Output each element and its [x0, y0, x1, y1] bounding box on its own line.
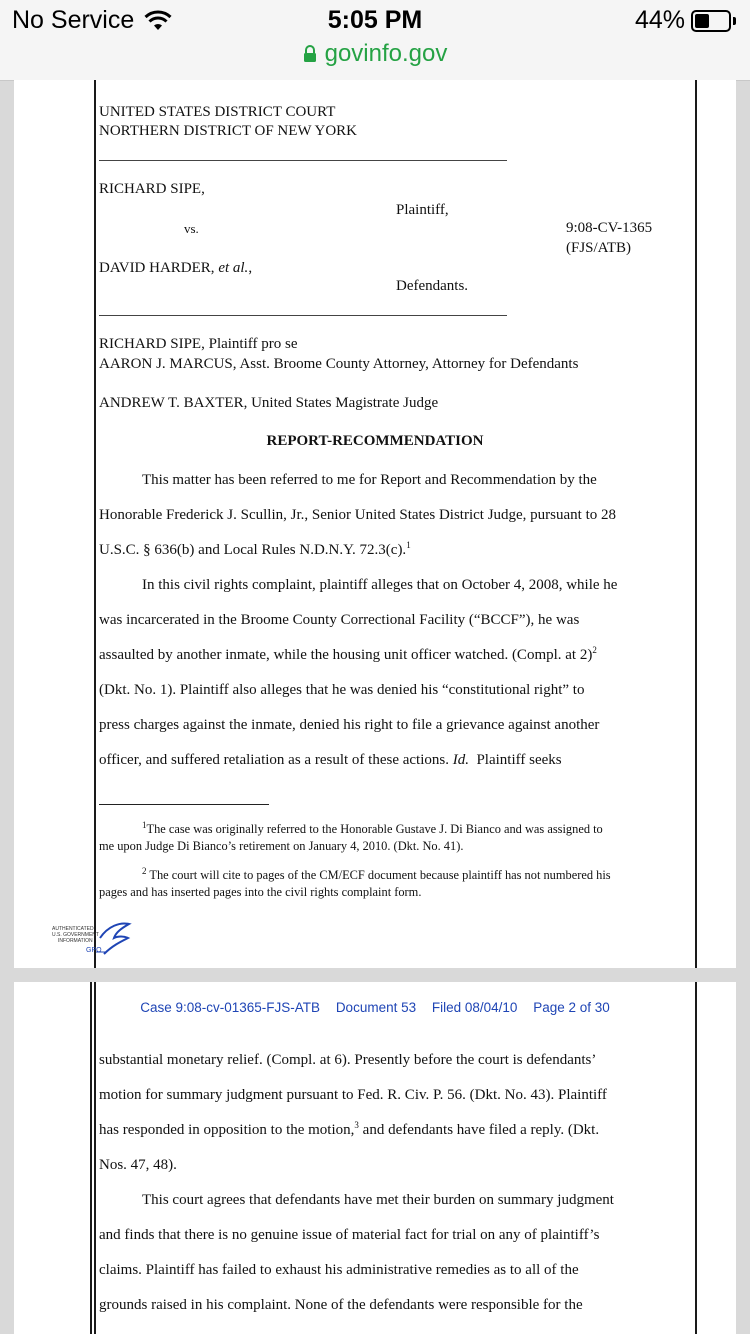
- footnote-ref[interactable]: 3: [354, 1120, 359, 1130]
- footnote-1-cont: me upon Judge Di Bianco’s retirement on January 4, 2010. (Dkt. No. 41).: [99, 839, 464, 853]
- ecf-case-number: Case 9:08-cv-01365-FJS-ATB: [140, 1000, 321, 1015]
- body-line: [99, 542, 411, 559]
- page-border-right: [695, 80, 697, 968]
- seal-text: INFORMATION: [58, 938, 93, 944]
- defendant-etal: et al.: [218, 260, 249, 276]
- footnote-2-cont: pages and has inserted pages into the civil rights complaint form.: [99, 885, 422, 899]
- page-border-left: [90, 982, 92, 1334]
- page-border-left-inner: [94, 982, 96, 1334]
- body-text: U.S.C. § 636(b) and Local Rules N.D.N.Y. 72.3(c).: [99, 542, 407, 558]
- body-line: press charges against the inmate, denied his right to file a grievance against another: [99, 717, 600, 733]
- carrier-label: No Service: [12, 6, 135, 34]
- defendant-name-text: DAVID HARDER,: [99, 260, 215, 276]
- body-line: and finds that there is no genuine issue of material fact for trial on any of plaintiff’s: [99, 1227, 600, 1243]
- battery-percent: 44%: [634, 6, 685, 34]
- body-line: In this civil rights complaint, plaintiff alleges that on October 4, 2008, while he: [142, 577, 618, 593]
- versus-label: vs.: [184, 221, 199, 236]
- counsel-plaintiff: RICHARD SIPE, Plaintiff pro se: [99, 336, 298, 352]
- ecf-page-count: Page 2 of 30: [533, 1000, 610, 1015]
- plaintiff-label: Plaintiff,: [396, 202, 449, 218]
- defendant-name: [99, 260, 252, 277]
- body-text: officer, and suffered retaliation as a result of these actions.: [99, 752, 449, 768]
- divider: [99, 160, 507, 161]
- body-line: Nos. 47, 48).: [99, 1157, 177, 1173]
- url-text: govinfo.gov: [324, 40, 448, 67]
- footnote-text: The court will cite to pages of the CM/ECF document because plaintiff has not numbered his: [146, 868, 611, 882]
- body-text: Plaintiff seeks: [476, 752, 562, 768]
- seal-text: AUTHENTICATED: [52, 926, 94, 932]
- page-border-right: [695, 982, 697, 1334]
- body-text: assaulted by another inmate, while the housing unit officer watched. (Compl. at 2): [99, 647, 593, 663]
- case-judges: (FJS/ATB): [566, 240, 632, 256]
- body-text: and defendants have filed a reply. (Dkt.: [358, 1122, 600, 1138]
- body-line: was incarcerated in the Broome County Correctional Facility (“BCCF”), he was: [99, 612, 580, 628]
- body-line: This matter has been referred to me for Report and Recommendation by the: [142, 472, 597, 488]
- document-page-2[interactable]: [14, 982, 736, 1334]
- address-bar[interactable]: [0, 40, 750, 68]
- body-line: [99, 647, 597, 664]
- seal-text: U.S. GOVERNMENT: [52, 932, 99, 938]
- footnote-number: 2: [142, 865, 147, 876]
- footnote-ref[interactable]: 2: [592, 645, 597, 655]
- footnote-1: [142, 819, 603, 837]
- document-page-1[interactable]: [14, 80, 736, 968]
- body-line: grounds raised in his complaint. None of the defendants were responsible for the: [99, 1297, 583, 1313]
- ecf-header: [14, 1000, 736, 1015]
- battery-fill: [695, 14, 709, 28]
- body-line: This court agrees that defendants have met their burden on summary judgment: [142, 1192, 614, 1208]
- magistrate-judge: ANDREW T. BAXTER, United States Magistrate Judge: [99, 395, 439, 411]
- defendants-label: Defendants.: [396, 278, 469, 294]
- clock: 5:05 PM: [327, 6, 423, 34]
- footnote-rule: [99, 804, 269, 805]
- body-text: has responded in opposition to the motion,: [99, 1122, 355, 1138]
- footnote-2: [142, 865, 611, 883]
- lock-icon: [303, 45, 317, 63]
- page-border-left: [94, 80, 96, 968]
- status-bar: [0, 0, 750, 81]
- citation-id: Id.: [452, 752, 469, 768]
- document-title: REPORT-RECOMMENDATION: [266, 433, 484, 449]
- battery-status: [635, 6, 736, 35]
- gpo-authentication-seal: [52, 920, 144, 960]
- footnote-ref[interactable]: 1: [406, 540, 411, 550]
- court-name-line2: NORTHERN DISTRICT OF NEW YORK: [99, 123, 357, 139]
- ecf-document-number: Document 53: [335, 1000, 417, 1015]
- body-line: Honorable Frederick J. Scullin, Jr., Senior United States District Judge, pursuant to 28: [99, 507, 617, 523]
- defendant-comma: ,: [248, 260, 253, 276]
- body-line: [99, 752, 562, 769]
- body-line: claims. Plaintiff has failed to exhaust his administrative remedies as to all of the: [99, 1262, 579, 1278]
- divider: [99, 315, 507, 316]
- counsel-defendants: AARON J. MARCUS, Asst. Broome County Attorney, Attorney for Defendants: [99, 356, 579, 372]
- case-number: 9:08-CV-1365: [566, 220, 653, 236]
- body-line: [99, 1122, 599, 1139]
- footnote-number: 1: [142, 819, 147, 830]
- ecf-filed-date: Filed 08/04/10: [431, 1000, 518, 1015]
- battery-tip: [733, 17, 736, 25]
- body-line: motion for summary judgment pursuant to Fed. R. Civ. P. 56. (Dkt. No. 43). Plaintiff: [99, 1087, 607, 1103]
- court-name-line1: UNITED STATES DISTRICT COURT: [99, 104, 336, 120]
- plaintiff-name: RICHARD SIPE,: [99, 181, 205, 197]
- battery-icon: [691, 10, 731, 32]
- footnote-text: The case was originally referred to the Honorable Gustave J. Di Bianco and was assigned to: [146, 822, 603, 836]
- body-line: (Dkt. No. 1). Plaintiff also alleges that he was denied his “constitutional right” to: [99, 682, 585, 698]
- body-line: substantial monetary relief. (Compl. at 6). Presently before the court is defendants’: [99, 1052, 597, 1068]
- seal-mark: GPO: [86, 947, 102, 954]
